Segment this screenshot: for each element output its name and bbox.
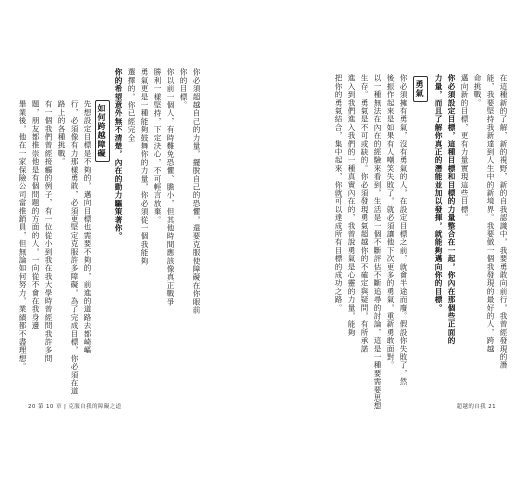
page-footer: 超越的自我 21 <box>456 404 496 410</box>
emphasis-column: 力量，而且了解你真正的潛能並加以發揮，就能夠邁向你的目標。 <box>434 74 443 312</box>
right-page <box>260 0 520 500</box>
text-column: 在這種新的了解，新的視野，新的自我認識中，我要勇敢向前行，我曾經發現的潛 <box>499 74 508 370</box>
text-column: 後振作起來是如果有人嘲笑失敗了，就必須讓他下次更多的勇氣，重新勇敢面對。 <box>386 74 395 370</box>
text-column: 畢業後，他在一家保險公司當推銷員，但無論如何努力，業績都不盡理想。 <box>18 100 27 371</box>
page-footer: 20 第 10 章 | 克服自我的障礙之道 <box>28 404 122 410</box>
text-column: 先想設定目標是不夠的，邁向目標也需要不夠的，前進的道路去都崎嶇 <box>83 100 92 355</box>
text-column: 選擇的，你已經完全 <box>127 68 136 142</box>
emphasis-column: 你必須設定目標，這種目標和目標的力量整合在一起，你內在那個些正面的 <box>447 74 456 345</box>
text-column: 你以前一個人，有時難免恐懼、膽小，但其他時間應該像真正戰爭 <box>166 68 175 306</box>
text-column: 以一種無法在內在的經驗來看到，生活是一個不斷評估不斷追尋的討論，這是一種要需要思想 <box>373 74 382 411</box>
text-column: 勝利一樣堅持，下定決心，不可輕言放棄。 <box>153 68 162 224</box>
text-column: 你必須超越自己的力量，擺脫自己的恐懼，還要克服使障礙在你眼前 <box>192 68 201 314</box>
text-column: 能，我要堅持我新達到人生中的新境界。我要做一個我發現的最好的人，跨越 <box>486 74 495 353</box>
text-column: 你必須擁有勇氣，沒有勇氣的人，在設定目標之前，就會半途而廢。假設你失敗了，然 <box>399 74 408 386</box>
text-column: 有一個我們曾經接觸的例子，有一位從小到我在我大學時曾經問我許多問 <box>44 100 53 363</box>
text-column: 你的目標。 <box>179 68 188 109</box>
section-heading: 如何跨越障礙 <box>95 100 110 162</box>
text-column: 題，朋友都推崇他是有個問題的方面的人，一向從不會在我身邊 <box>31 100 40 330</box>
text-column: 勇氣更是一種能夠鼓舞你的力量，你必須從一個我能夠 <box>140 68 149 265</box>
text-column: 命挑戰。 <box>473 74 482 107</box>
text-column: 生存。勇氣是不可或缺的。你必須發現勇氣超越你的不確定與疑問，有所承諾 <box>360 74 369 353</box>
text-column: 把你的勇氣結合，集中起來，你就可以達成所有目標的成功之路。 <box>334 74 343 312</box>
text-column: 邁向新的目標，更有力量實現這些目標。 <box>460 74 469 222</box>
text-column: 進入到我們進入我們的一種真實內在的，我曾說勇氣是心靈的力量，能夠 <box>347 74 356 337</box>
section-heading: 勇氣 <box>413 76 428 102</box>
text-column: 行，必須像有力那樣勇敢，必須更堅定克服許多障礙，為了完成目標，你必須在道 <box>70 100 79 396</box>
text-column: 路上的各種挑戰。 <box>57 100 66 166</box>
emphasis-column: 你的希望意外無不清楚，內在的動力驅策著你。 <box>114 68 123 241</box>
